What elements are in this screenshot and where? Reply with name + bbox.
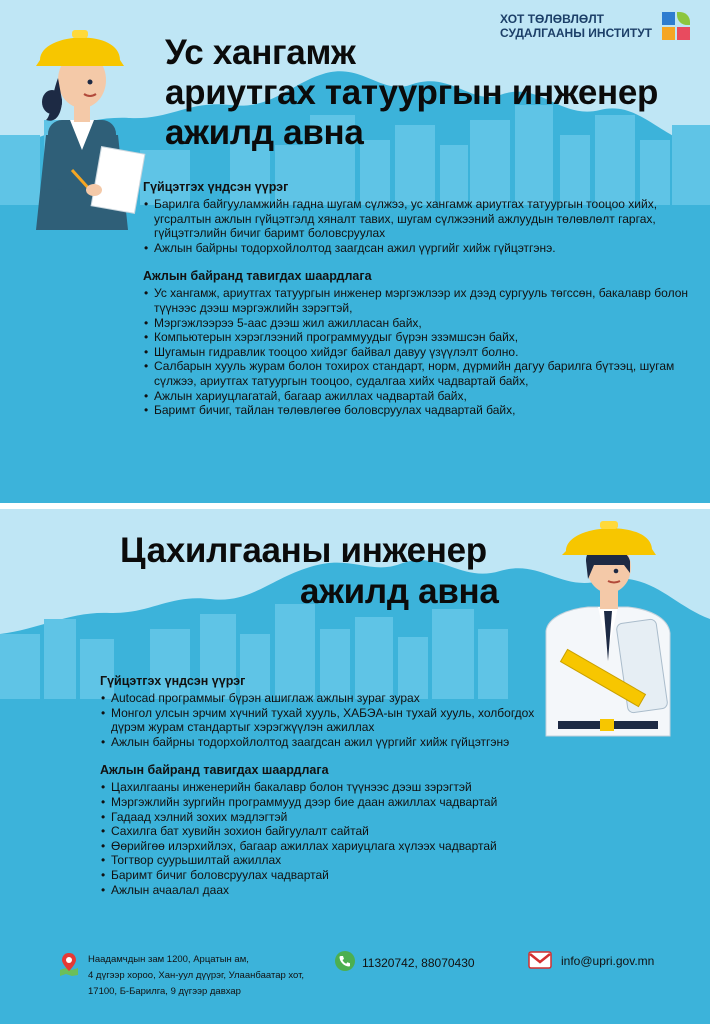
engineer-woman-illustration [28,20,148,230]
list-item: • Ажлын ачаалал даах [100,883,540,898]
address-line: 17100, Б-Барилга, 9 дүгээр давхар [88,986,241,997]
title-line: ажилд авна [165,113,364,152]
duties-heading: Гүйцэтгэх үндсэн үүрэг [100,674,246,688]
mail-icon [528,950,552,970]
address-line: Наадамчдын зам 1200, Арцатын ам, [88,954,249,965]
job-panel-electrical-engineer [0,509,710,1024]
logo-leaf-icon [677,12,690,25]
job-panel-water-engineer [0,0,710,503]
address-line: 4 дүгээр хороо, Хан-уул дүүрэг, Улаанбаатар хот, [88,970,305,981]
list-item: • Ус хангамж, ариутгах татуургын инженер мэргэжлээр их дээд сургууль төгссөн, бакалавр болон түүнээс дээш мэргэжлийн зэрэгтэй, [143,286,691,315]
duties-heading: Гүйцэтгэх үндсэн үүрэг [143,180,289,194]
list-item: • Баримт бичиг, тайлан төлөвлөгөө боловсруулах чадвартай байх, [143,403,691,418]
contact-address [88,952,328,1000]
duties-list [143,197,691,255]
title-line: ажилд авна [300,572,499,611]
list-item: • Шугамын гидравлик тооцоо хийдэг байвал давуу үзүүлэлт болно. [143,345,691,360]
list-item: • Өөрийгөө илэрхийлэх, багаар ажиллах хариуцлага хүлээх чадвартай [100,839,540,854]
list-item: • Мэргэжлийн зургийн программууд дээр бие даан ажиллах чадвартай [100,795,540,810]
requirements-heading: Ажлын байранд тавигдах шаардлага [143,269,372,284]
engineer-man-illustration [538,521,678,751]
title-line: Ус хангамж [165,33,356,72]
job-title-water [165,33,658,153]
phone-icon [334,950,356,972]
job2-content [100,674,540,897]
logo-line-1: ХОТ ТӨЛӨВЛӨЛТ [500,12,604,26]
list-item: • Барилга байгууламжийн гадна шугам сүлжээ, ус хангамж ариутгах татуургын тооцоо хийх, угсралтын ажлын гүйцэтгэлд хяналт тавих, шугам сүлжээний ажлуудын төлөвлөлт гаргах, гүйцэтгэлийн бичиг баримт боловсруулах [143,197,691,241]
map-pin-icon [58,952,80,976]
list-item: • Баримт бичиг боловсруулах чадвартай [100,868,540,883]
list-item: • Сахилга бат хувийн зохион байгуулалт сайтай [100,824,540,839]
title-line: Цахилгааны инженер [120,531,487,570]
job1-content [143,180,691,418]
duties-list [100,691,540,749]
list-item: • Мэргэжлээрээ 5-аас дээш жил ажилласан байх, [143,316,691,331]
contact-phone[interactable]: 11320742, 88070430 [362,956,475,970]
contact-email[interactable]: info@upri.gov.mn [561,954,655,968]
list-item: • Салбарын хууль журам болон тохирох стандарт, норм, дүрмийн дагуу барилга бүтээц, шугам сүлжээ, ариутгах татуургын тооцоо, судалгаа хийх чадвартай байх, [143,359,691,388]
list-item: • Тогтвор суурьшилтай ажиллах [100,853,540,868]
list-item: • Ажлын байрны тодорхойлолтод заагдсан ажил үүргийг хийж гүйцэтгэнэ. [143,241,691,256]
contact-footer [0,930,710,1024]
logo-square-icon [677,27,690,40]
list-item: • Autocad программыг бүрэн ашиглаж ажлын зураг зурах [100,691,540,706]
list-item: • Компьютерын хэрэглээний программуудыг бүрэн эзэмшсэн байх, [143,330,691,345]
list-item: • Монгол улсын эрчим хүчний тухай хууль, ХАБЭА-ын тухай хууль, холбогдох дүрэм журам стандартыг хэрэгжүүлэн ажиллах [100,706,540,735]
list-item: • Гадаад хэлний зохих мэдлэгтэй [100,810,540,825]
list-item: • Ажлын байрны тодорхойлолтод заагдсан ажил үүргийг хийж гүйцэтгэнэ [100,735,540,750]
list-item: • Цахилгааны инженерийн бакалавр болон түүнээс дээш зэрэгтэй [100,780,540,795]
requirements-list [143,286,691,417]
logo-line-2: СУДАЛГААНЫ ИНСТИТУТ [500,26,653,40]
requirements-heading: Ажлын байранд тавигдах шаардлага [100,763,329,778]
list-item: • Ажлын хариуцлагатай, багаар ажиллах чадвартай байх, [143,389,691,404]
title-line: ариутгах татуургын инженер [165,73,659,112]
requirements-list [100,780,540,897]
logo-square-icon [662,27,675,40]
job-title-electrical [120,530,499,612]
logo-square-icon [662,12,675,25]
